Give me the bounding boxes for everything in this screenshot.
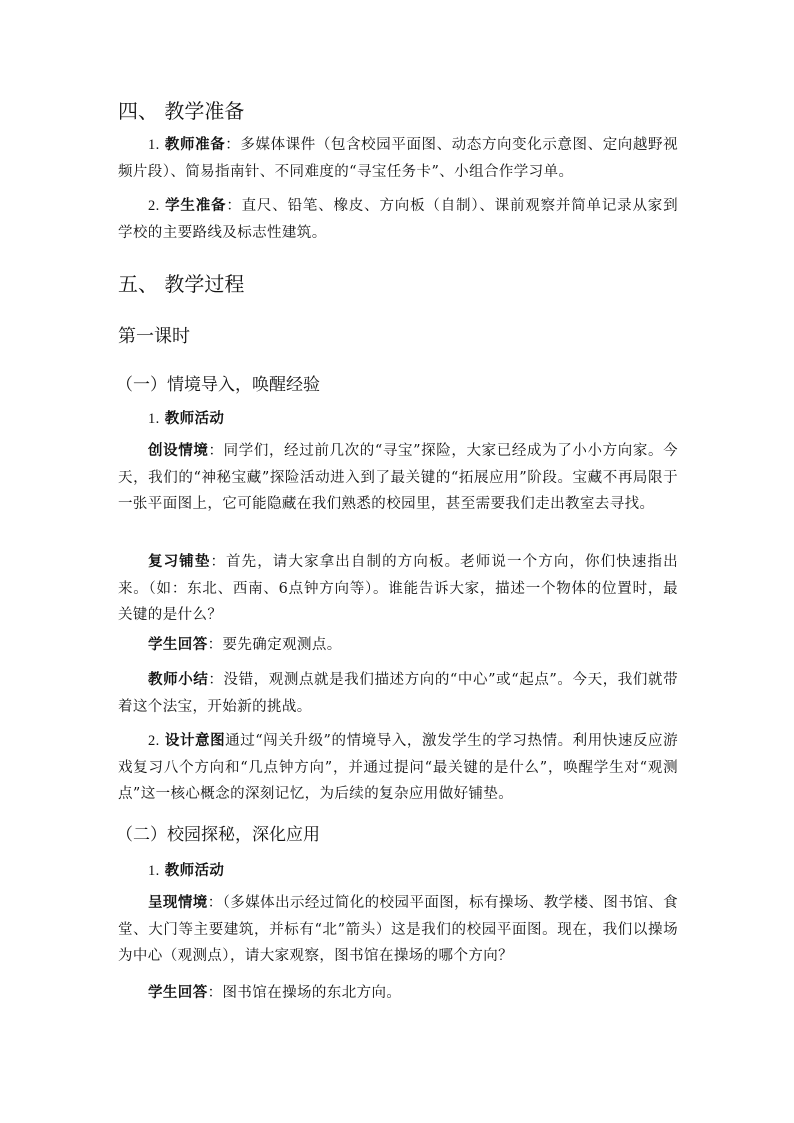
paragraph-label: 设计意图 [164, 732, 226, 749]
paragraph-teacher-preparation [118, 132, 678, 185]
activity-label: 教师活动 [164, 862, 225, 879]
item-number: 2. [148, 733, 160, 749]
lesson-heading: 第一课时 [118, 326, 190, 347]
paragraph-text: ：图书馆在操场的东北方向。 [207, 985, 402, 1001]
paragraph-text: ：没错，观测点就是我们描述方向的“中心”或“起点”。今天，我们就带着这个法宝，开始新的挑战。 [118, 672, 678, 715]
paragraph-student-answer-1 [118, 632, 678, 659]
paragraph-text: ：（多媒体出示经过简化的校园平面图，标有操场、教学楼、图书馆、食堂、大门等主要建筑，并标有“北”箭头）这是我们的校园平面图。现在，我们以操场为中心（观测点），请大家观察，图书馆在操场的哪个方向？ [118, 895, 678, 964]
paragraph-label: 复习铺垫 [148, 553, 211, 570]
paragraph-student-preparation [118, 193, 678, 246]
item-number: 2. [148, 198, 160, 214]
paragraph-label: 教师准备 [164, 136, 226, 153]
section-heading-process: 五、 教学过程 [118, 272, 245, 296]
item-number: 1. [148, 863, 160, 879]
paragraph-label: 学生回答 [148, 636, 208, 653]
section-heading-preparation: 四、 教学准备 [118, 99, 245, 123]
paragraph-text: ：要先确定观测点。 [207, 637, 342, 653]
paragraph-label: 学生准备 [165, 197, 227, 214]
item-number: 1. [148, 411, 160, 427]
activity-label: 教师活动 [164, 410, 225, 427]
paragraph-design-intent [118, 728, 678, 808]
paragraph-review [118, 549, 678, 629]
paragraph-label: 创设情境 [148, 442, 209, 459]
activity-heading-1 [118, 406, 678, 433]
paragraph-student-answer-2 [118, 980, 678, 1007]
subsection-heading-2: （二）校园探秘，深化应用 [116, 825, 320, 845]
paragraph-text: ：首先，请大家拿出自制的方向板。老师说一个方向，你们快速指出来。（如：东北、西南、6点钟方向等）。谁能告诉大家，描述一个物体的位置时，最关键的是什么？ [118, 554, 678, 623]
subsection-heading-1: （一）情境导入，唤醒经验 [116, 375, 320, 395]
paragraph-text: 通过“闯关升级”的情境导入，激发学生的学习热情。利用快速反应游戏复习八个方向和“几点钟方向”，并通过提问“最关键的是什么”，唤醒学生对“观测点”这一核心概念的深刻记忆，为后续的复杂应用做好铺垫。 [118, 733, 678, 802]
item-number: 1. [148, 137, 160, 153]
paragraph-teacher-summary [118, 667, 678, 720]
paragraph-text: ：同学们，经过前几次的“寻宝”探险，大家已经成为了小小方向家。今天，我们的“神秘宝藏”探险活动进入到了最关键的“拓展应用”阶段。宝藏不再局限于一张平面图上，它可能隐藏在我们熟悉的校园里，甚至需要我们走出教室去寻找。 [118, 443, 679, 512]
paragraph-text: ：多媒体课件（包含校园平面图、动态方向变化示意图、定向越野视频片段）、简易指南针、不同难度的“寻宝任务卡”、小组合作学习单。 [118, 137, 678, 180]
paragraph-label: 呈现情境 [148, 894, 208, 911]
paragraph-label: 学生回答 [148, 984, 208, 1001]
paragraph-text: ：直尺、铅笔、橡皮、方向板（自制）、课前观察并简单记录从家到学校的主要路线及标志性建筑。 [118, 198, 678, 241]
paragraph-create-scene [118, 438, 678, 518]
paragraph-label: 教师小结 [148, 671, 209, 688]
paragraph-present-scene [118, 890, 678, 970]
activity-heading-2 [118, 858, 678, 885]
